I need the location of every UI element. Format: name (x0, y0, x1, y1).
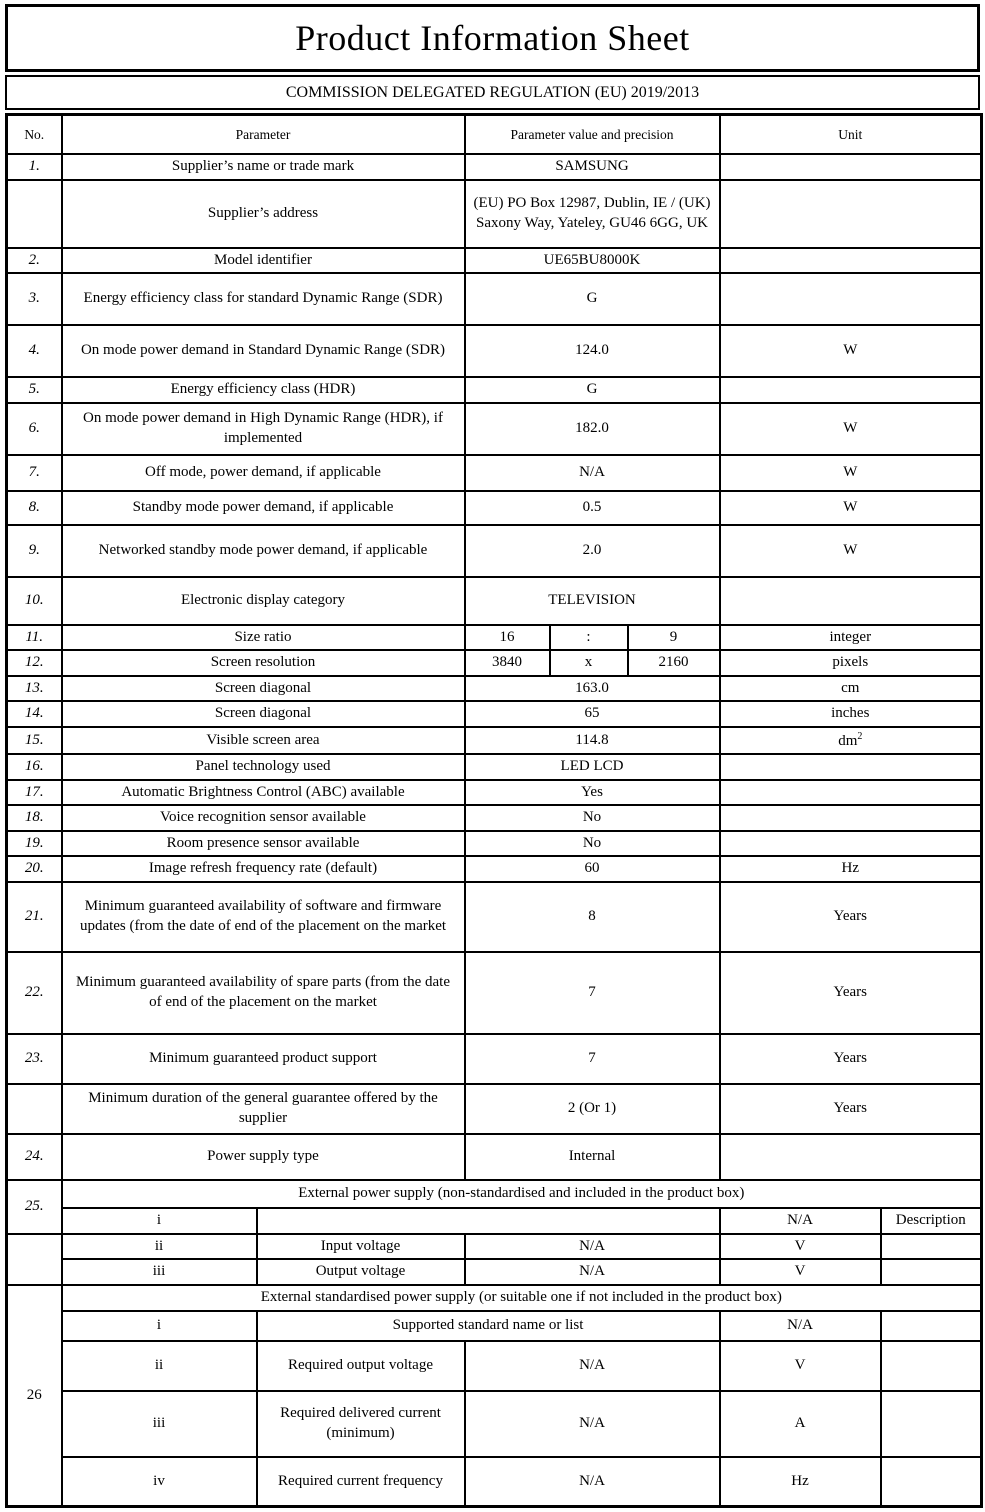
value-cell: 7 (465, 952, 720, 1034)
unit-cell: W (720, 403, 982, 455)
value-cell-b: x (550, 650, 628, 676)
parameter-cell (257, 1208, 720, 1234)
no-cell: 21. (7, 882, 62, 952)
table-row (7, 1084, 982, 1134)
parameter-cell: Energy efficiency class (HDR) (62, 377, 465, 403)
table-header-row (7, 115, 982, 155)
no-cell: 20. (7, 856, 62, 882)
parameter-cell: Screen resolution (62, 650, 465, 676)
regulation-subtitle: COMMISSION DELEGATED REGULATION (EU) 2019/2013 (5, 75, 980, 110)
unit-cell: W (720, 325, 982, 377)
no-cell: 19. (7, 831, 62, 857)
value-cell: UE65BU8000K (465, 248, 720, 274)
table-row (7, 377, 982, 403)
unit-cell: Years (720, 1034, 982, 1084)
table-row (7, 625, 982, 651)
table-row (7, 754, 982, 780)
value-cell: 163.0 (465, 676, 720, 702)
value-cell-b: : (550, 625, 628, 651)
table-row (7, 1208, 982, 1234)
unit-cell: W (720, 491, 982, 525)
value-cell: 60 (465, 856, 720, 882)
table-row (7, 525, 982, 577)
value-cell-a: 16 (465, 625, 550, 651)
no-cell: 6. (7, 403, 62, 455)
value-cell: N/A (465, 1457, 720, 1507)
unit-cell (720, 377, 982, 403)
value-cell: 0.5 (465, 491, 720, 525)
parameter-cell: Power supply type (62, 1134, 465, 1180)
parameter-cell: Minimum guaranteed availability of spare parts (from the date of end of the placement on the market (62, 952, 465, 1034)
parameter-cell: Size ratio (62, 625, 465, 651)
unit-cell: V (720, 1234, 881, 1260)
no-cell: 13. (7, 676, 62, 702)
no-cell: 16. (7, 754, 62, 780)
value-cell: (EU) PO Box 12987, Dublin, IE / (UK) Saxony Way, Yateley, GU46 6GG, UK (465, 180, 720, 248)
unit-cell (720, 273, 982, 325)
unit-cell (720, 577, 982, 625)
table-row (7, 455, 982, 491)
value-cell: N/A (465, 455, 720, 491)
sub-index-cell: i (62, 1311, 257, 1341)
table-row (7, 325, 982, 377)
no-cell: 2. (7, 248, 62, 274)
header-unit: Unit (720, 115, 982, 155)
no-cell: 25. (7, 1180, 62, 1234)
value-cell: 182.0 (465, 403, 720, 455)
parameter-cell: Output voltage (257, 1259, 465, 1285)
parameter-cell: Automatic Brightness Control (ABC) available (62, 780, 465, 806)
parameter-cell: Standby mode power demand, if applicable (62, 491, 465, 525)
parameter-cell: Energy efficiency class for standard Dynamic Range (SDR) (62, 273, 465, 325)
table-row (7, 1034, 982, 1084)
value-cell: Yes (465, 780, 720, 806)
no-cell: 23. (7, 1034, 62, 1084)
table-row (7, 701, 982, 727)
unit-cell: pixels (720, 650, 982, 676)
sub-index-cell: iv (62, 1457, 257, 1507)
table-row (7, 1457, 982, 1507)
table-row (7, 577, 982, 625)
parameter-cell: Electronic display category (62, 577, 465, 625)
table-row (7, 856, 982, 882)
unit-cell (720, 754, 982, 780)
value-cell: 7 (465, 1034, 720, 1084)
value-cell: 65 (465, 701, 720, 727)
unit-cell: N/A (720, 1208, 881, 1234)
no-cell: 26 (7, 1285, 62, 1507)
table-row (7, 154, 982, 180)
unit-cell: V (720, 1341, 881, 1391)
desc-cell (881, 1341, 982, 1391)
unit-cell: A (720, 1391, 881, 1457)
parameter-cell: Off mode, power demand, if applicable (62, 455, 465, 491)
no-cell: 18. (7, 805, 62, 831)
value-cell: 124.0 (465, 325, 720, 377)
no-cell: 15. (7, 727, 62, 755)
unit-cell (720, 248, 982, 274)
table-row (7, 1311, 982, 1341)
value-cell: 2.0 (465, 525, 720, 577)
table-row (7, 1134, 982, 1180)
table-row (7, 180, 982, 248)
no-cell: 5. (7, 377, 62, 403)
unit-cell: W (720, 525, 982, 577)
unit-cell: V (720, 1259, 881, 1285)
parameter-cell: Screen diagonal (62, 676, 465, 702)
no-cell: 11. (7, 625, 62, 651)
value-cell: N/A (465, 1234, 720, 1260)
parameter-cell: Required delivered current (minimum) (257, 1391, 465, 1457)
product-info-table (5, 113, 983, 1508)
unit-cell: Years (720, 882, 982, 952)
desc-cell (881, 1391, 982, 1457)
unit-cell: Hz (720, 856, 982, 882)
no-cell: 17. (7, 780, 62, 806)
section-26-header-row (7, 1285, 982, 1311)
unit-cell (720, 780, 982, 806)
value-cell: G (465, 377, 720, 403)
table-row (7, 1259, 982, 1285)
value-cell: 2 (Or 1) (465, 1084, 720, 1134)
page-title: Product Information Sheet (5, 4, 980, 72)
unit-cell (720, 180, 982, 248)
parameter-cell: Panel technology used (62, 754, 465, 780)
value-cell: Internal (465, 1134, 720, 1180)
table-row (7, 805, 982, 831)
sub-index-cell: i (62, 1208, 257, 1234)
table-row (7, 491, 982, 525)
value-cell: LED LCD (465, 754, 720, 780)
table-row (7, 831, 982, 857)
unit-cell: integer (720, 625, 982, 651)
desc-cell (881, 1457, 982, 1507)
parameter-cell: Model identifier (62, 248, 465, 274)
parameter-cell: Minimum guaranteed availability of software and firmware updates (from the date of end of the placement on the market (62, 882, 465, 952)
table-row (7, 952, 982, 1034)
no-cell: 9. (7, 525, 62, 577)
table-row (7, 273, 982, 325)
value-cell: No (465, 831, 720, 857)
parameter-cell: Required output voltage (257, 1341, 465, 1391)
table-row (7, 676, 982, 702)
value-cell: No (465, 805, 720, 831)
table-row (7, 248, 982, 274)
sub-index-cell: iii (62, 1391, 257, 1457)
parameter-cell: Screen diagonal (62, 701, 465, 727)
unit-cell: N/A (720, 1311, 881, 1341)
parameter-cell: Required current frequency (257, 1457, 465, 1507)
sub-index-cell: ii (62, 1341, 257, 1391)
parameter-cell: Image refresh frequency rate (default) (62, 856, 465, 882)
unit-cell: cm (720, 676, 982, 702)
sub-index-cell: iii (62, 1259, 257, 1285)
no-cell: 3. (7, 273, 62, 325)
value-cell: 114.8 (465, 727, 720, 755)
desc-cell: Description (881, 1208, 982, 1234)
unit-cell (720, 154, 982, 180)
value-cell-c: 2160 (628, 650, 720, 676)
header-parameter: Parameter (62, 115, 465, 155)
value-cell: TELEVISION (465, 577, 720, 625)
no-cell: 4. (7, 325, 62, 377)
section-25-header-row (7, 1180, 982, 1208)
table-row (7, 882, 982, 952)
table-row (7, 1341, 982, 1391)
section-25-title: External power supply (non-standardised and included in the product box) (62, 1180, 982, 1208)
unit-cell (720, 727, 982, 755)
table-row (7, 780, 982, 806)
desc-cell (881, 1259, 982, 1285)
value-cell: N/A (465, 1341, 720, 1391)
parameter-cell: Visible screen area (62, 727, 465, 755)
header-no: No. (7, 115, 62, 155)
no-cell (7, 1084, 62, 1134)
value-cell: N/A (465, 1259, 720, 1285)
no-cell (7, 1234, 62, 1285)
desc-cell (881, 1311, 982, 1341)
table-row (7, 1234, 982, 1260)
no-cell: 12. (7, 650, 62, 676)
parameter-cell: Minimum duration of the general guarantee offered by the supplier (62, 1084, 465, 1134)
unit-cell: W (720, 455, 982, 491)
no-cell: 10. (7, 577, 62, 625)
no-cell: 1. (7, 154, 62, 180)
section-26-title: External standardised power supply (or suitable one if not included in the product box) (62, 1285, 982, 1311)
parameter-cell: Room presence sensor available (62, 831, 465, 857)
no-cell: 24. (7, 1134, 62, 1180)
unit-cell: inches (720, 701, 982, 727)
unit-cell: Hz (720, 1457, 881, 1507)
parameter-cell: Supplier’s name or trade mark (62, 154, 465, 180)
parameter-cell: Voice recognition sensor available (62, 805, 465, 831)
table-row (7, 650, 982, 676)
unit-cell (720, 805, 982, 831)
table-row (7, 727, 982, 755)
parameter-cell: Minimum guaranteed product support (62, 1034, 465, 1084)
header-value: Parameter value and precision (465, 115, 720, 155)
parameter-cell: On mode power demand in High Dynamic Range (HDR), if implemented (62, 403, 465, 455)
table-row (7, 403, 982, 455)
value-cell: G (465, 273, 720, 325)
parameter-cell: Input voltage (257, 1234, 465, 1260)
table-row (7, 1391, 982, 1457)
value-cell-a: 3840 (465, 650, 550, 676)
unit-text: dm (838, 732, 858, 749)
no-cell: 22. (7, 952, 62, 1034)
unit-cell: Years (720, 1084, 982, 1134)
no-cell: 14. (7, 701, 62, 727)
parameter-cell: Networked standby mode power demand, if applicable (62, 525, 465, 577)
value-cell-c: 9 (628, 625, 720, 651)
value-cell: N/A (465, 1391, 720, 1457)
parameter-cell: Supplier’s address (62, 180, 465, 248)
no-cell: 8. (7, 491, 62, 525)
no-cell (7, 180, 62, 248)
value-cell: SAMSUNG (465, 154, 720, 180)
unit-cell (720, 831, 982, 857)
parameter-cell: On mode power demand in Standard Dynamic Range (SDR) (62, 325, 465, 377)
sub-index-cell: ii (62, 1234, 257, 1260)
unit-cell: Years (720, 952, 982, 1034)
parameter-cell: Supported standard name or list (257, 1311, 720, 1341)
no-cell: 7. (7, 455, 62, 491)
value-cell: 8 (465, 882, 720, 952)
unit-cell (720, 1134, 982, 1180)
unit-superscript: 2 (857, 730, 863, 742)
desc-cell (881, 1234, 982, 1260)
